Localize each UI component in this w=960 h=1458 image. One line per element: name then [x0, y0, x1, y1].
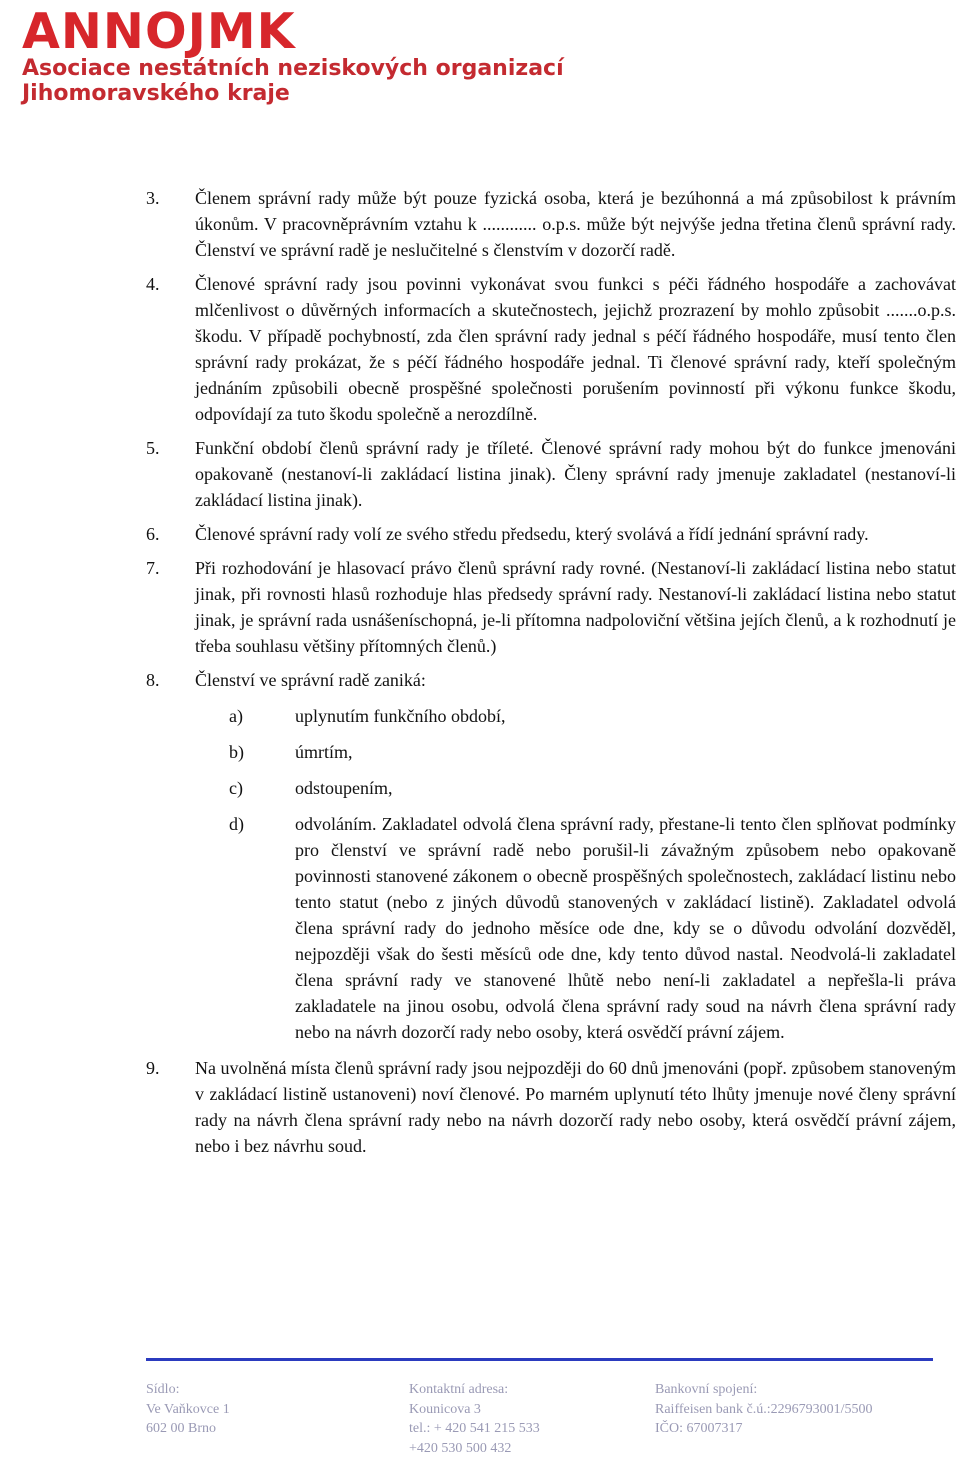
item-text: Na uvolněná místa členů správní rady jsou nejpozději do 60 dnů jmenováni (popř. způsobem stanoveným v zakládací listině ustanoveni) noví členové. Po marném uplynutí této lhůty jmenuje nové členy správní rady na návrh člena správní rady nebo na návrh dozorčí rady nebo osoby, která osvědčí právní zájem, nebo i bez návrhu soud.	[195, 1055, 956, 1159]
item-number: 9.	[146, 1055, 160, 1081]
logo-title: ANNOJMK	[22, 6, 296, 58]
footer-line: IČO: 67007317	[655, 1419, 873, 1439]
sublist-text: uplynutím funkčního období,	[295, 703, 956, 729]
footer-label: Sídlo:	[146, 1380, 230, 1400]
sublist-label: c)	[229, 775, 243, 801]
item-text: Členové správní rady volí ze svého středu předsedu, který svolává a řídí jednání správní rady.	[195, 521, 956, 547]
footer-bank-column	[655, 1380, 873, 1439]
item-number: 8.	[146, 667, 160, 693]
footer-line: Raiffeisen bank č.ú.:2296793001/5500	[655, 1400, 873, 1420]
footer-label: Bankovní spojení:	[655, 1380, 873, 1400]
item-text: Členství ve správní radě zaniká:	[195, 667, 956, 693]
logo-subtitle-line-2: Jihomoravského kraje	[22, 81, 290, 107]
organization-logo	[22, 6, 582, 110]
footer-divider	[146, 1358, 933, 1361]
sublist-item	[229, 811, 956, 1045]
footer-line: Ve Vaňkovce 1	[146, 1400, 230, 1420]
item-number: 7.	[146, 555, 160, 581]
sublist-item	[229, 739, 956, 765]
footer-contact-column	[409, 1380, 540, 1458]
list-item	[146, 521, 956, 547]
logo-subtitle-line-1: Asociace nestátních neziskových organizací	[22, 56, 564, 82]
list-item	[146, 555, 956, 659]
footer-label: Kontaktní adresa:	[409, 1380, 540, 1400]
list-item	[146, 1055, 956, 1159]
sublist-text: úmrtím,	[295, 739, 956, 765]
sublist-item	[229, 775, 956, 801]
sublist-item	[229, 703, 956, 729]
termination-sublist	[195, 703, 956, 1045]
footer-line: 602 00 Brno	[146, 1419, 230, 1439]
list-item	[146, 271, 956, 427]
sublist-label: d)	[229, 811, 244, 837]
item-text: Členem správní rady může být pouze fyzická osoba, která je bezúhonná a má způsobilost k právním úkonům. V pracovněprávním vztahu k ............ o.p.s. může být nejvýše jedna třetina členů správní rady. Členství ve správní radě je neslučitelné s členstvím v dozorčí radě.	[195, 185, 956, 263]
item-number: 4.	[146, 271, 160, 297]
footer-line: +420 530 500 432	[409, 1439, 540, 1458]
footer-address-column	[146, 1380, 230, 1439]
item-text: Členové správní rady jsou povinni vykonávat svou funkci s péči řádného hospodáře a zachovávat mlčenlivost o důvěrných informacích a skutečnostech, jejichž prozrazení by mohlo způsobit .......o.p.s. škodu. V případě pochybností, zda člen správní rady jednal s péčí řádného hospodáře, musí tento člen správní rady prokázat, že s péčí řádného hospodáře jednal. Ti členové správní rady, kteří společným jednáním způsobili obecně prospěšné společnosti porušením povinností při výkonu funkce škodu, odpovídají za tuto škodu společně a nerozdílně.	[195, 271, 956, 427]
item-number: 5.	[146, 435, 160, 461]
footer-line: tel.: + 420 541 215 533	[409, 1419, 540, 1439]
sublist-label: b)	[229, 739, 244, 765]
list-item	[146, 435, 956, 513]
sublist-text: odstoupením,	[295, 775, 956, 801]
footer-line: Kounicova 3	[409, 1400, 540, 1420]
item-text: Funkční období členů správní rady je tříleté. Členové správní rady mohou být do funkce jmenováni opakovaně (nestanoví-li zakládací listina jinak). Členy správní rady jmenuje zakladatel (nestanoví-li zakládací listina jinak).	[195, 435, 956, 513]
document-body	[146, 185, 956, 1167]
list-item	[146, 667, 956, 1045]
sublist-label: a)	[229, 703, 243, 729]
sublist-text: odvoláním. Zakladatel odvolá člena správní rady, přestane-li tento člen splňovat podmínky pro členství ve správní radě nebo porušil-li závažným způsobem nebo opakovaně povinnosti stanovené zákonem o obecně prospěšných společnostech, zakládací listinu nebo tento statut (nebo z jiných důvodů stanovených v zakládací listině). Zakladatel odvolá člena správní rady do jednoho měsíce ode dne, kdy se o důvodu odvolání dozvěděl, nejpozději však do šesti měsíců ode dne, kdy tento důvod nastal. Neodvolá-li zakladatel člena správní rady ve stanovené lhůtě nebo není-li zakladatel a nepřešla-li práva zakladatele na jinou osobu, odvolá člena správní rady soud na návrh člena správní rady nebo na návrh dozorčí rady nebo osoby, která osvědčí právní zájem.	[295, 811, 956, 1045]
item-number: 3.	[146, 185, 160, 211]
item-number: 6.	[146, 521, 160, 547]
item-text: Při rozhodování je hlasovací právo členů správní rady rovné. (Nestanoví-li zakládací listina nebo statut jinak, při rovnosti hlasů rozhoduje hlas předsedy správní rady. Nestanoví-li zakládací listina nebo statut jinak, je správní rada usnášeníschopná, je-li přítomna nadpoloviční většina jejích členů, a k rozhodnutí je třeba souhlasu většiny přítomných členů.)	[195, 555, 956, 659]
list-item	[146, 185, 956, 263]
